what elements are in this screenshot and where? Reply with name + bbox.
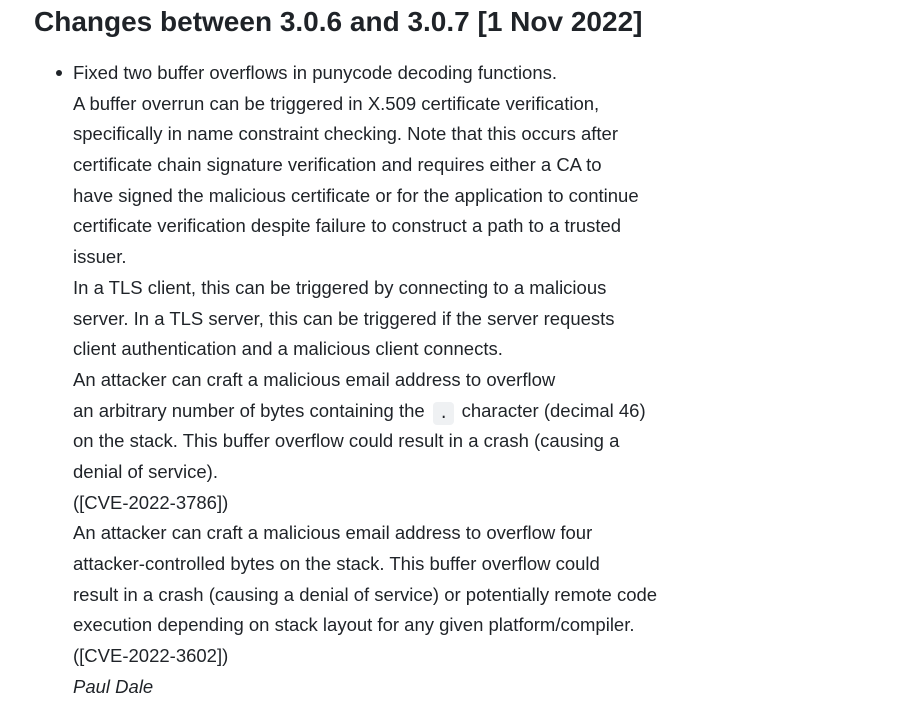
text-fragment: an arbitrary number of bytes containing the bbox=[73, 399, 425, 421]
inline-code: . bbox=[433, 402, 455, 425]
text-line: A buffer overrun can be triggered in X.509 certificate verification, bbox=[73, 92, 600, 114]
text-line: execution depending on stack layout for any given platform/compiler. bbox=[73, 614, 635, 636]
text-line: on the stack. This buffer overflow could result in a crash (causing a bbox=[73, 430, 620, 452]
cve-reference: ([CVE-2022-3602]) bbox=[73, 645, 229, 667]
text-line: Fixed two buffer overflows in punycode decoding functions. bbox=[73, 62, 558, 83]
text-line: attacker-controlled bytes on the stack. This buffer overflow could bbox=[73, 553, 600, 574]
author-name: Paul Dale bbox=[73, 675, 154, 697]
bullet-icon bbox=[56, 70, 62, 76]
list-item bbox=[73, 58, 657, 702]
text-line: certificate chain signature verification and requires either a CA to bbox=[73, 154, 602, 176]
text-line: result in a crash (causing a denial of service) or potentially remote code bbox=[73, 583, 658, 605]
text-line: An attacker can craft a malicious email address to overflow four bbox=[73, 522, 593, 544]
text-line: denial of service). bbox=[73, 460, 218, 482]
text-fragment: character (decimal 46) bbox=[461, 399, 646, 421]
text-line-with-code bbox=[73, 396, 657, 427]
text-line: server. In a TLS server, this can be triggered if the server requests bbox=[73, 307, 615, 329]
text-line: client authentication and a malicious client connects. bbox=[73, 338, 503, 360]
text-line: An attacker can craft a malicious email address to overflow bbox=[73, 368, 556, 390]
section-heading: Changes between 3.0.6 and 3.0.7 [1 Nov 2022] bbox=[34, 6, 643, 37]
text-line: specifically in name constraint checking. Note that this occurs after bbox=[73, 123, 618, 145]
text-line: In a TLS client, this can be triggered by connecting to a malicious bbox=[73, 276, 607, 298]
text-line: certificate verification despite failure to construct a path to a trusted bbox=[73, 215, 622, 237]
text-line: issuer. bbox=[73, 246, 127, 268]
text-line: have signed the malicious certificate or for the application to continue bbox=[73, 184, 639, 206]
cve-reference: ([CVE-2022-3786]) bbox=[73, 491, 229, 513]
changes-list bbox=[73, 58, 657, 702]
